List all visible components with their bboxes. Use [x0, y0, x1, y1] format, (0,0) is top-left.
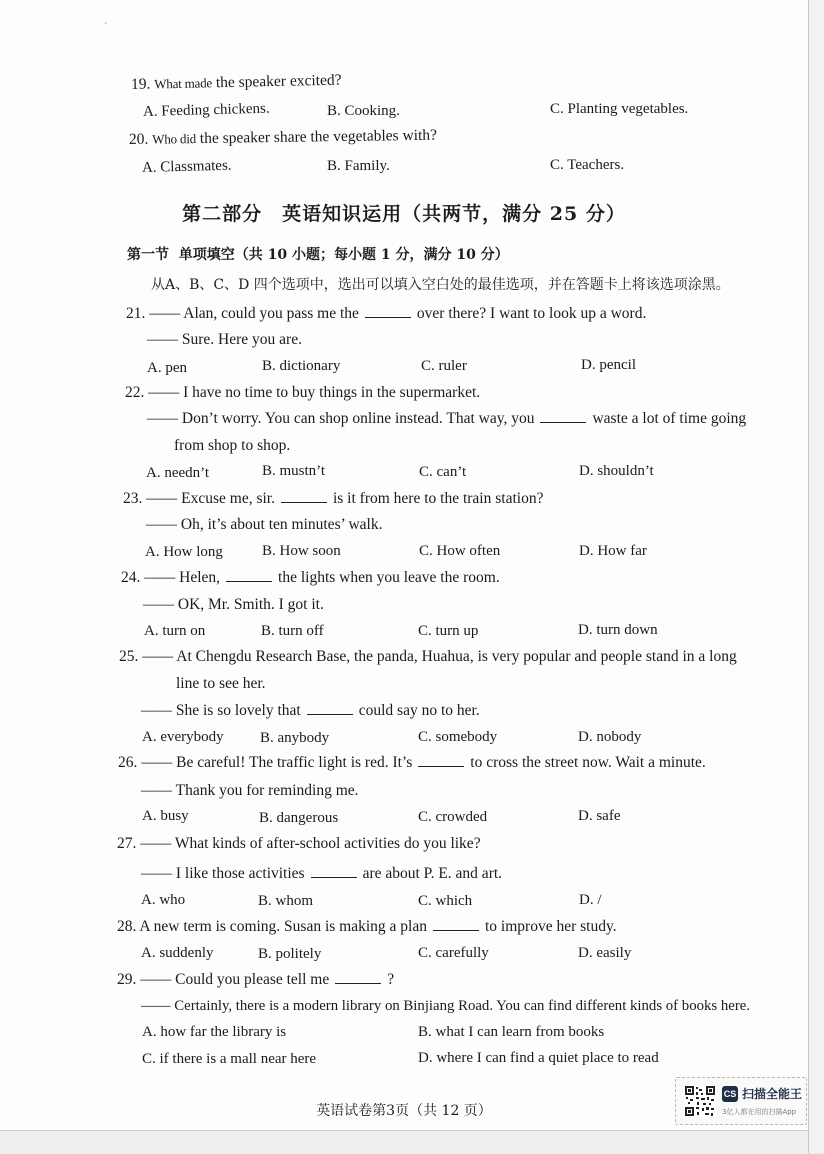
option-a: A. Classmates. — [141, 157, 232, 176]
dialog-part: —— Excuse me, sir. — [146, 490, 275, 507]
answer-blank — [281, 490, 327, 503]
question-24-line — [121, 569, 500, 587]
option-a: A. Feeding chickens. — [142, 100, 270, 120]
option-b: B. politely — [258, 946, 322, 962]
dialog-line: —— Thank you for reminding me. — [141, 782, 359, 799]
option-c: C. turn up — [418, 623, 479, 639]
option-a: A. pen — [147, 360, 187, 376]
answer-blank — [418, 754, 464, 767]
option-a: A. needn’t — [146, 465, 210, 481]
scan-mark: ` — [104, 22, 108, 33]
question-number: 26. — [118, 754, 138, 771]
answer-blank — [307, 702, 353, 715]
question-19-stem — [131, 72, 342, 94]
answer-blank — [365, 305, 411, 318]
answer-blank — [433, 918, 479, 931]
question-number: 22. — [125, 384, 145, 401]
dialog-line — [147, 410, 746, 428]
question-number: 27. — [117, 835, 137, 852]
question-28-line — [117, 918, 617, 936]
dialog-part: —— Helen, — [144, 569, 221, 586]
dialog-part: A new term is coming. Susan is making a plan — [139, 918, 427, 935]
option-c: C. Teachers. — [550, 157, 625, 173]
option-a: A. everybody — [142, 729, 224, 745]
question-stem-part: What made — [154, 75, 213, 92]
question-number: 23. — [123, 490, 143, 507]
scanner-app-name: 扫描全能王 — [742, 1087, 803, 1101]
question-29-line — [117, 971, 394, 989]
option-d: D. pencil — [581, 357, 636, 373]
dialog-part: —— She is so lovely that — [141, 702, 301, 719]
dialog-part: —— Alan, could you pass me the — [149, 305, 359, 322]
question-23-line — [123, 490, 543, 508]
dialog-part: the lights when you leave the room. — [278, 569, 500, 586]
dialog-part: —— I have no time to buy things in the supermarket. — [148, 384, 481, 401]
option-b: B. anybody — [260, 730, 330, 746]
option-c: C. which — [418, 893, 473, 909]
option-d: D. easily — [578, 945, 632, 961]
camscanner-logo-icon: CS — [722, 1086, 738, 1102]
option-b: B. Family. — [327, 158, 390, 174]
option-c: C. can’t — [419, 464, 467, 480]
dialog-line — [141, 702, 480, 720]
question-number: 20. — [128, 130, 149, 148]
answer-blank — [226, 569, 272, 582]
dialog-line: —— Oh, it’s about ten minutes’ walk. — [146, 516, 383, 533]
qr-code-icon — [684, 1085, 716, 1117]
option-b: B. what I can learn from books — [418, 1024, 605, 1040]
answer-blank — [311, 865, 357, 878]
question-22-line — [125, 384, 480, 402]
question-number: 29. — [117, 971, 137, 988]
option-d: D. How far — [579, 543, 647, 559]
section-heading — [127, 246, 509, 264]
option-b: B. turn off — [261, 623, 324, 639]
option-c: C. ruler — [421, 358, 467, 374]
dialog-part: —— At Chengdu Research Base, the panda, Huahua, is very popular and people stand in a long — [142, 648, 737, 665]
question-26-line — [118, 754, 706, 772]
question-stem-part: the speaker excited? — [215, 71, 342, 92]
dialog-part: —— What kinds of after-school activities do you like? — [140, 835, 481, 852]
option-c: C. somebody — [418, 729, 498, 745]
question-20-stem — [129, 127, 437, 149]
scanner-watermark — [675, 1077, 807, 1125]
instruction: 从A、B、C、D 四个选项中，选出可以填入空白处的最佳选项，并在答题卡上将该选项涂黑。 — [151, 277, 730, 293]
dialog-part: —— Be careful! The traffic light is red. It’s — [141, 754, 413, 771]
page-edge-bottom — [0, 1130, 808, 1154]
question-number: 19. — [130, 75, 151, 93]
option-d: D. where I can find a quiet place to read — [418, 1050, 659, 1066]
dialog-line: —— Sure. Here you are. — [147, 331, 302, 348]
dialog-part: to cross the street now. Wait a minute. — [470, 754, 706, 771]
option-a: A. who — [141, 892, 186, 908]
option-d: D. turn down — [578, 622, 658, 638]
option-d: D. / — [579, 892, 602, 908]
question-number: 25. — [119, 648, 139, 665]
answer-blank — [335, 971, 381, 984]
question-stem-part: Who did — [152, 131, 197, 147]
option-b: B. dangerous — [259, 810, 339, 826]
dialog-line: —— Certainly, there is a modern library on Binjiang Road. You can find different kinds of books here. — [141, 998, 751, 1014]
question-21-line — [126, 305, 646, 323]
answer-blank — [540, 410, 586, 423]
question-number: 21. — [126, 305, 146, 322]
question-stem-part: the speaker share the vegetables with? — [199, 126, 438, 148]
option-d: D. nobody — [578, 729, 642, 745]
question-25-line — [119, 648, 737, 666]
dialog-part: are about P. E. and art. — [362, 865, 503, 882]
dialog-part: over there? I want to look up a word. — [416, 305, 647, 322]
option-b: B. How soon — [262, 543, 341, 559]
dialog-part: —— Could you please tell me — [140, 971, 330, 988]
section-title: 单项填空（共 10 小题；每小题 1 分，满分 10 分） — [178, 247, 509, 263]
option-c: C. carefully — [418, 945, 489, 961]
option-a: A. How long — [145, 544, 223, 560]
option-c: C. How often — [419, 543, 501, 559]
option-c: C. crowded — [418, 809, 488, 825]
dialog-line: line to see her. — [176, 675, 266, 692]
dialog-line — [141, 865, 502, 883]
option-d: D. shouldn’t — [579, 463, 654, 479]
dialog-part: —— Don’t worry. You can shop online instead. That way, you — [147, 410, 535, 427]
option-a: A. turn on — [144, 623, 206, 639]
option-a: A. how far the library is — [142, 1024, 287, 1040]
option-b: B. dictionary — [262, 358, 341, 374]
option-c: C. if there is a mall near here — [142, 1051, 317, 1067]
question-27-line — [117, 835, 481, 853]
question-number: 28. — [117, 918, 137, 935]
dialog-part: to improve her study. — [484, 918, 617, 935]
dialog-line: —— OK, Mr. Smith. I got it. — [143, 596, 324, 613]
option-a: A. busy — [142, 808, 189, 824]
option-b: B. whom — [258, 893, 314, 909]
part-title: 第二部分 英语知识运用（共两节，满分 25 分） — [182, 203, 626, 225]
page-footer: 英语试卷第3页（共 12 页） — [316, 1103, 492, 1119]
dialog-part: ? — [387, 971, 395, 988]
dialog-line: from shop to shop. — [174, 437, 291, 454]
option-a: A. suddenly — [141, 945, 214, 961]
option-b: B. Cooking. — [327, 103, 400, 119]
option-b: B. mustn’t — [262, 463, 326, 479]
dialog-part: —— I like those activities — [141, 865, 305, 882]
option-d: D. safe — [578, 808, 621, 824]
page-edge-right — [808, 0, 824, 1153]
dialog-part: is it from here to the train station? — [332, 490, 544, 507]
scanner-tagline: 3亿人都在用的扫描App — [722, 1108, 797, 1116]
dialog-part: waste a lot of time going — [592, 410, 747, 427]
dialog-part: could say no to her. — [358, 702, 480, 719]
section-label: 第一节 — [127, 247, 169, 263]
option-c: C. Planting vegetables. — [550, 101, 689, 117]
question-number: 24. — [121, 569, 141, 586]
